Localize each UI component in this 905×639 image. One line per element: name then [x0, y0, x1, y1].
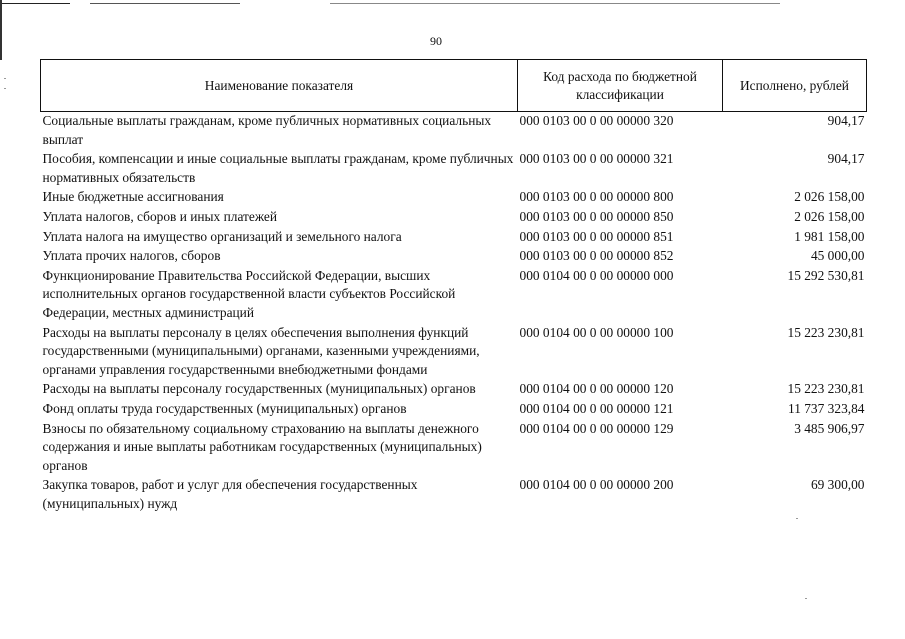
table-row — [41, 208, 867, 228]
table-row — [41, 380, 867, 400]
row-indicator-name: Уплата налога на имущество организаций и земельного налога — [42, 228, 402, 244]
row-executed-amount: 904,17 — [827, 151, 865, 167]
scan-speck — [796, 518, 798, 519]
row-expense-code: 000 0103 00 0 00 00000 852 — [519, 248, 674, 264]
scan-speck — [805, 598, 807, 599]
table-row — [41, 150, 867, 188]
scan-edge-left — [0, 0, 2, 60]
table-row — [41, 476, 867, 514]
table-row — [41, 228, 867, 248]
row-indicator-name: Фонд оплаты труда государственных (муниципальных) органов — [42, 400, 407, 416]
table-header-row — [41, 60, 867, 112]
table-row — [41, 324, 867, 381]
row-indicator-name: Закупка товаров, работ и услуг для обеспечения государственных (муниципальных) нужд — [42, 477, 418, 511]
row-executed-amount: 15 292 530,81 — [787, 267, 865, 283]
row-expense-code: 000 0103 00 0 00 00000 320 — [519, 113, 674, 128]
row-executed-amount: 1 981 158,00 — [794, 228, 865, 244]
row-indicator-name: Уплата прочих налогов, сборов — [42, 248, 221, 264]
table-row — [41, 247, 867, 267]
row-expense-code: 000 0104 00 0 00 00000 120 — [519, 381, 674, 397]
row-expense-code: 000 0104 00 0 00 00000 129 — [519, 420, 674, 436]
row-executed-amount: 3 485 906,97 — [794, 420, 865, 436]
row-executed-amount: 2 026 158,00 — [794, 208, 865, 224]
row-executed-amount: 11 737 323,84 — [788, 400, 865, 416]
row-expense-code: 000 0104 00 0 00 00000 200 — [519, 477, 674, 493]
row-executed-amount: 15 223 230,81 — [787, 324, 865, 340]
scan-edge-top — [0, 3, 905, 4]
row-expense-code: 000 0103 00 0 00 00000 800 — [519, 189, 674, 205]
row-indicator-name: Расходы на выплаты персоналу в целях обеспечения выполнения функций государственными (муниципальными) органами, казенными учреждениями, органами управления государственными внебюджетными фондами — [42, 324, 480, 377]
row-indicator-name: Взносы по обязательному социальному страхованию на выплаты денежного содержания и иные выплаты работникам государственных (муниципальных) органов — [42, 420, 482, 473]
row-expense-code: 000 0104 00 0 00 00000 121 — [519, 400, 674, 416]
row-executed-amount: 2 026 158,00 — [794, 189, 865, 205]
row-indicator-name: Иные бюджетные ассигнования — [42, 189, 224, 205]
row-executed-amount: 15 223 230,81 — [787, 381, 865, 397]
row-indicator-name: Пособия, компенсации и иные социальные выплаты гражданам, кроме публичных нормативных обязательств — [42, 151, 514, 185]
row-indicator-name: Расходы на выплаты персоналу государственных (муниципальных) органов — [42, 381, 476, 397]
table-row — [41, 188, 867, 208]
row-indicator-name: Функционирование Правительства Российской Федерации, высших исполнительных органов государственной власти субъектов Российской Федерации, местных администраций — [42, 267, 456, 320]
table-row — [41, 400, 867, 420]
row-executed-amount: 45 000,00 — [810, 248, 865, 264]
scan-speck — [4, 78, 6, 79]
row-expense-code: 000 0104 00 0 00 00000 100 — [519, 324, 674, 340]
scan-speck — [4, 88, 6, 89]
row-indicator-name: Социальные выплаты гражданам, кроме публичных нормативных социальных выплат — [42, 113, 492, 147]
table-row — [41, 112, 867, 151]
row-executed-amount: 69 300,00 — [810, 477, 865, 493]
header-indicator-name: Наименование показателя — [41, 60, 518, 112]
row-executed-amount: 904,17 — [827, 113, 865, 128]
row-indicator-name: Уплата налогов, сборов и иных платежей — [42, 208, 278, 224]
row-expense-code: 000 0103 00 0 00 00000 321 — [519, 151, 674, 167]
header-expense-code: Код расхода по бюджетной классификации — [518, 60, 723, 112]
row-expense-code: 000 0103 00 0 00 00000 851 — [519, 228, 674, 244]
budget-report-table — [40, 59, 867, 514]
table-row — [41, 267, 867, 324]
page-number: 90 — [430, 34, 442, 48]
header-executed-amount: Исполнено, рублей — [723, 60, 867, 112]
row-expense-code: 000 0104 00 0 00 00000 000 — [519, 267, 674, 283]
row-expense-code: 000 0103 00 0 00 00000 850 — [519, 208, 674, 224]
table-row — [41, 420, 867, 477]
